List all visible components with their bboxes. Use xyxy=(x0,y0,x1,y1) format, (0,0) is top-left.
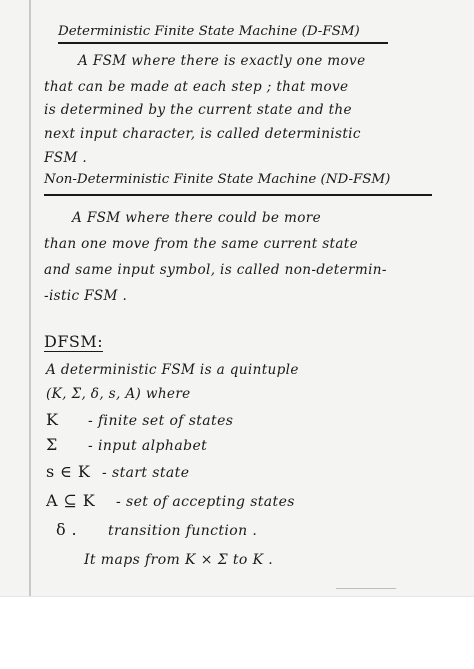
dfsm-line-4: next input character, is called deterministic xyxy=(44,126,361,142)
ndfsm-line-4: -istic FSM . xyxy=(44,288,128,304)
mapping-line: It maps from K × Σ to K . xyxy=(84,552,274,568)
ndfsm-line-1: A FSM where there could be more xyxy=(72,210,322,226)
heading-ndfsm-text: Non-Deterministic Finite State Machine (ND-FSM) xyxy=(44,172,391,187)
heading-ndfsm-underline xyxy=(44,194,432,196)
dfsm-line-2: that can be made at each step ; that move xyxy=(44,79,349,95)
dfsm-line-3: is determined by the current state and the xyxy=(44,102,352,118)
page-bottom-mark xyxy=(336,588,396,589)
section-title xyxy=(44,334,103,350)
dfsm-line-1: A FSM where there is exactly one move xyxy=(78,53,366,69)
component-description: - input alphabet xyxy=(88,438,208,454)
ndfsm-line-3: and same input symbol, is called non-determin- xyxy=(44,262,387,278)
component-row xyxy=(46,464,189,480)
section-title-text: DFSM: xyxy=(44,332,104,351)
component-description: - finite set of states xyxy=(88,413,234,429)
component-description: transition function . xyxy=(108,523,258,539)
component-row xyxy=(46,493,295,509)
component-description: - start state xyxy=(102,465,190,481)
component-symbol: δ . xyxy=(56,520,78,539)
heading-dfsm-text: Deterministic Finite State Machine (D-FSM) xyxy=(58,24,360,39)
component-row xyxy=(46,437,207,453)
intro-line-2: (K, Σ, δ, s, A) where xyxy=(46,386,191,402)
component-symbol: s ∈ K xyxy=(46,462,91,481)
component-symbol: K xyxy=(46,410,59,429)
heading-ndfsm xyxy=(44,173,390,186)
heading-dfsm xyxy=(58,25,360,38)
intro-line-1: A deterministic FSM is a quintuple xyxy=(46,362,299,378)
dfsm-line-5: FSM . xyxy=(44,150,88,166)
component-symbol: A ⊆ K xyxy=(46,491,96,510)
heading-dfsm-underline xyxy=(58,42,388,44)
component-row xyxy=(56,522,257,538)
component-symbol: Σ xyxy=(46,435,58,454)
component-row xyxy=(46,412,233,428)
ndfsm-line-2: than one move from the same current state xyxy=(44,236,359,252)
component-description: - set of accepting states xyxy=(116,494,295,510)
margin-line xyxy=(29,0,31,596)
